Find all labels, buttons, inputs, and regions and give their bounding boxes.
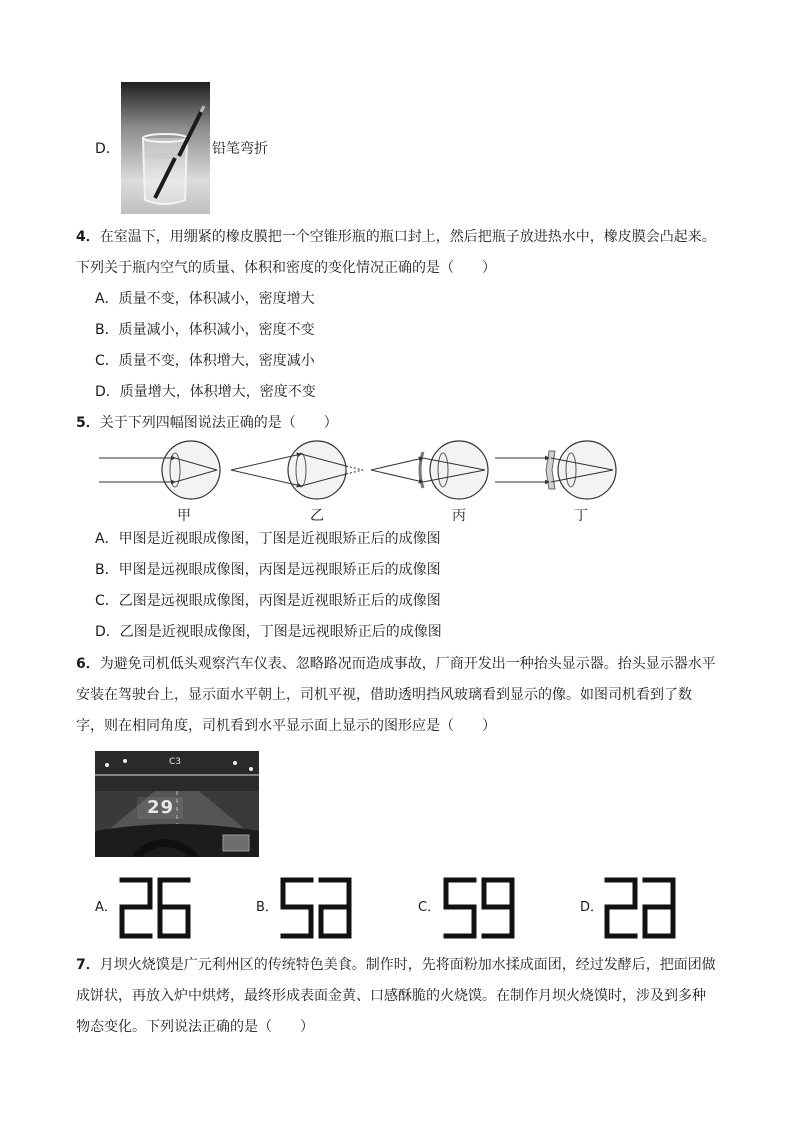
eye-diagram-yi [231, 441, 363, 499]
q6-option-b-letter[interactable]: B． [256, 900, 278, 915]
q5-option-c: C．乙图是远视眼成像图，丙图是近视眼矫正后的成像图 [95, 593, 441, 609]
pencil-in-water-photo [121, 82, 210, 214]
q6-option-c-digits[interactable] [442, 876, 518, 940]
hud-top-text: C3 [169, 757, 182, 767]
q6-option-d-letter[interactable]: D． [580, 900, 604, 915]
q7-stem-line2: 成饼状，再放入炉中烘烤，最终形成表面金黄、口感酥脆的火烧馍。在制作月坝火烧馍时，涉及到多种 [76, 988, 706, 1004]
eye-label-bing: 丙 [452, 508, 466, 524]
q7-number: 7． [76, 957, 100, 973]
q6-stem-line1 [76, 654, 716, 674]
q5-option-b: B．甲图是远视眼成像图，丙图是远视眼矫正后的成像图 [95, 562, 441, 578]
q5-stem-line [76, 413, 338, 433]
q6-number: 6． [76, 656, 100, 672]
q5-stem-text: 关于下列四幅图说法正确的是（ ） [99, 415, 338, 431]
q5-option-d: D．乙图是近视眼成像图，丁图是远视眼矫正后的成像图 [95, 624, 442, 640]
q4-stem-text1: 在室温下，用绷紧的橡皮膜把一个空锥形瓶的瓶口封上，然后把瓶子放进热水中，橡皮膜会凸起来。 [99, 229, 716, 245]
q3-option-d-letter: D． [95, 141, 120, 157]
q6-stem-line2: 安装在驾驶台上，显示面水平朝上，司机平视，借助透明挡风玻璃看到显示的像。如图司机看到了数 [76, 687, 692, 703]
q4-stem-line1 [76, 227, 716, 247]
q6-option-a-digits[interactable] [118, 876, 194, 940]
q6-option-a-letter[interactable]: A． [95, 900, 117, 915]
eye-label-ding: 丁 [574, 508, 588, 524]
q5-number: 5． [76, 415, 100, 431]
glass-pencil-illustration [121, 82, 210, 214]
q6-stem-line3: 字，则在相同角度，司机看到水平显示面上显示的图形应是（ ） [76, 718, 496, 734]
q6-option-b-digits[interactable] [279, 876, 355, 940]
eye-label-yi: 乙 [310, 508, 324, 524]
q4-option-c: C．质量不变，体积增大，密度减小 [95, 353, 315, 369]
q7-stem-line3: 物态变化。下列说法正确的是（ ） [76, 1019, 314, 1035]
hud-number: 29 [147, 797, 175, 818]
eye-diagram-jia [99, 441, 220, 499]
q6-option-c-letter[interactable]: C． [418, 900, 441, 915]
q4-option-a: A．质量不变，体积减小，密度增大 [95, 291, 315, 307]
hud-car-photo [95, 751, 259, 857]
eye-label-jia: 甲 [177, 508, 191, 524]
q7-stem-text1: 月坝火烧馍是广元利州区的传统特色美食。制作时，先将面粉加水揉成面团，经过发酵后，把面团做 [99, 957, 716, 973]
q6-stem-text1: 为避免司机低头观察汽车仪表、忽略路况而造成事故，厂商开发出一种抬头显示器。抬头显示器水平 [99, 656, 716, 672]
q5-option-a: A．甲图是近视眼成像图，丁图是近视眼矫正后的成像图 [95, 531, 441, 547]
q4-stem-line2: 下列关于瓶内空气的质量、体积和密度的变化情况正确的是（ ） [76, 260, 496, 276]
q4-number: 4． [76, 229, 100, 245]
q4-option-d: D．质量增大，体积增大，密度不变 [95, 384, 316, 400]
q3-option-d-text: 铅笔弯折 [212, 141, 268, 157]
q6-option-d-digits[interactable] [603, 876, 679, 940]
eye-diagram-ding [495, 441, 616, 499]
q4-option-b: B．质量减小，体积减小，密度不变 [95, 322, 315, 338]
eye-diagram-bing [371, 441, 488, 499]
eye-diagrams-figure [95, 438, 625, 526]
q7-stem-line1 [76, 955, 716, 975]
